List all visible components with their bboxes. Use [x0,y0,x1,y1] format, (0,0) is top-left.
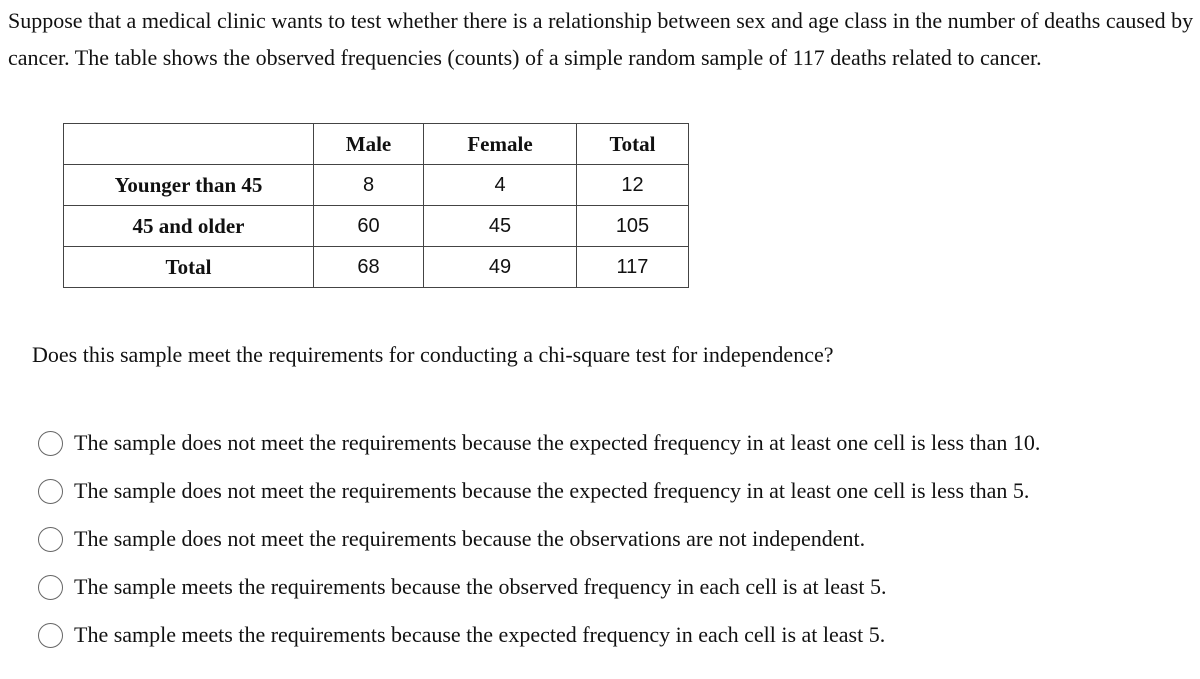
table-row [64,165,689,206]
table-cell: 49 [424,247,577,288]
table-corner-cell [64,124,314,165]
column-header-total: Total [577,124,689,165]
radio-button[interactable] [38,527,63,552]
table-cell: 12 [577,165,689,206]
table-header-row [64,124,689,165]
answer-option-4[interactable] [38,563,1040,611]
row-header: Younger than 45 [64,165,314,206]
table-cell: 105 [577,206,689,247]
table-cell: 45 [424,206,577,247]
table-cell: 8 [314,165,424,206]
row-header: Total [64,247,314,288]
problem-statement: Suppose that a medical clinic wants to test whether there is a relationship between sex and age class in the number of deaths caused by cancer. The table shows the observed frequencies (counts) of a simple random sample of 117 deaths related to cancer. [8,8,1194,70]
answer-option-label: The sample meets the requirements because the expected frequency in each cell is at least 5. [74,622,886,647]
column-header-male: Male [314,124,424,165]
answer-option-label: The sample meets the requirements because the observed frequency in each cell is at least 5. [74,574,887,599]
table-cell: 60 [314,206,424,247]
answer-option-2[interactable] [38,467,1040,515]
row-header: 45 and older [64,206,314,247]
radio-button[interactable] [38,575,63,600]
table-cell: 4 [424,165,577,206]
table-cell: 117 [577,247,689,288]
answer-option-1[interactable] [38,419,1040,467]
answer-option-label: The sample does not meet the requirements because the expected frequency in at least one cell is less than 5. [74,478,1030,503]
radio-button[interactable] [38,479,63,504]
radio-button[interactable] [38,431,63,456]
table-row [64,247,689,288]
answer-option-5[interactable] [38,611,1040,659]
answer-option-label: The sample does not meet the requirements because the observations are not independent. [74,526,866,551]
answer-options [38,419,1040,659]
table-row [64,206,689,247]
answer-option-label: The sample does not meet the requirements because the expected frequency in at least one cell is less than 10. [74,430,1041,455]
answer-option-3[interactable] [38,515,1040,563]
radio-button[interactable] [38,623,63,648]
table-cell: 68 [314,247,424,288]
question-text: Does this sample meet the requirements for conducting a chi-square test for independence? [32,342,834,367]
frequency-table [63,123,689,288]
column-header-female: Female [424,124,577,165]
